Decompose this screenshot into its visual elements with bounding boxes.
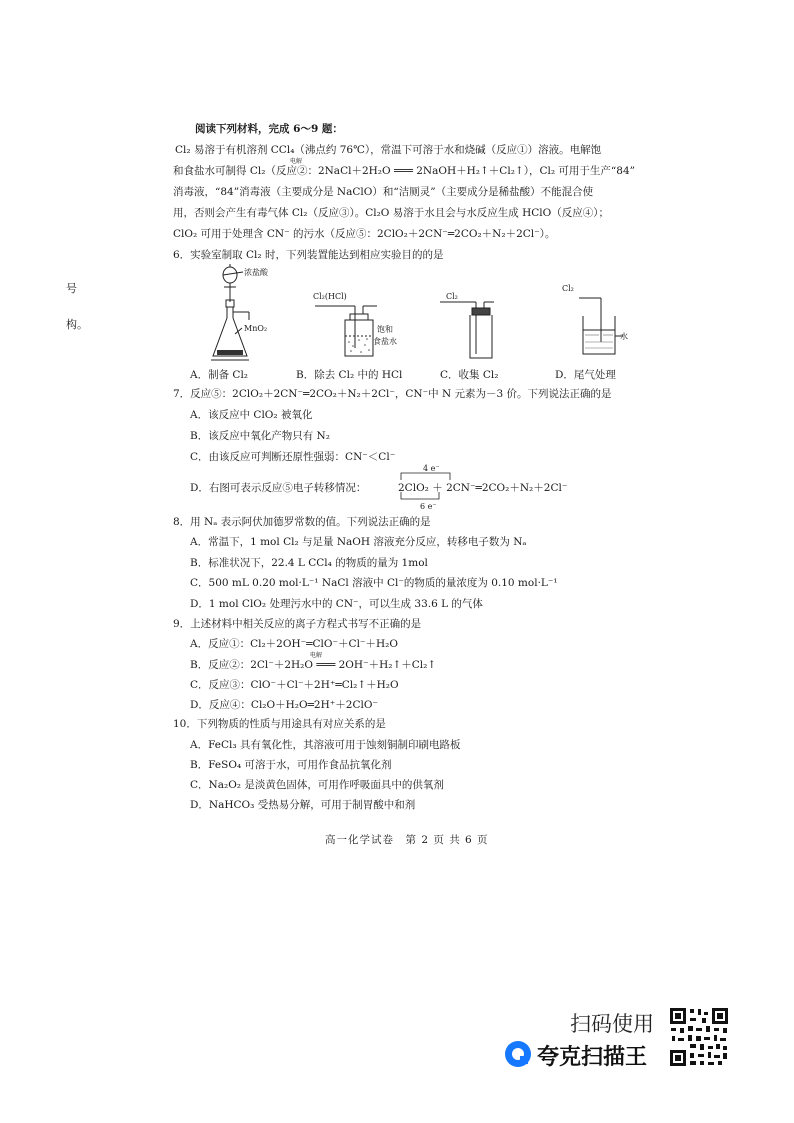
material-line-5: ClO₂ 可用于处理含 CN⁻ 的污水（反应⑤：2ClO₂＋2CN⁻═2CO₂＋N₂＋2Cl⁻）。 — [173, 228, 556, 240]
q7-option-a: A．该反应中 ClO₂ 被氧化 — [190, 409, 313, 421]
electrolysis-label: 电解 — [290, 158, 303, 165]
q7-option-c: C．由该反应可判断还原性强弱：CN⁻＜Cl⁻ — [190, 451, 396, 463]
label-conc-hcl: 浓盐酸 — [244, 268, 268, 277]
q8-option-c: C．500 mL 0.20 mol·L⁻¹ NaCl 溶液中 Cl⁻的物质的量浓度为 0.10 mol·L⁻¹ — [190, 577, 558, 589]
q10-option-c: C．Na₂O₂ 是淡黄色固体，可用作呼吸面具中的供氧剂 — [190, 779, 444, 791]
q9-option-d: D．反应④：Cl₂O＋H₂O═2H⁺＋2ClO⁻ — [190, 699, 379, 711]
q10-stem: 10．下列物质的性质与用途具有对应关系的是 — [173, 718, 386, 730]
apparatus-d-figure — [575, 290, 630, 360]
material-line-3: 消毒液，“84”消毒液（主要成分是 NaClO）和“洁厕灵”（主要成分是稀盐酸）不能混合使 — [173, 186, 594, 198]
q8-option-a: A．常温下，1 mol Cl₂ 与足量 NaOH 溶液充分反应，转移电子数为 Nₐ — [190, 536, 527, 548]
q7-option-d-prefix: D．右图可表示反应⑤电子转移情况： — [190, 482, 367, 494]
q9-option-b: B．反应②：2Cl⁻＋2H₂O ═══ 2OH⁻＋H₂↑＋Cl₂↑ — [190, 659, 437, 671]
q7-transfer-top: 4 e⁻ — [423, 464, 440, 473]
scan-brand: 夸克扫描王 — [537, 1045, 648, 1070]
q10-option-d: D．NaHCO₃ 受热易分解，可用于制胃酸中和剂 — [190, 799, 416, 811]
q10-option-a: A．FeCl₃ 具有氧化性，其溶液可用于蚀刻铜制印刷电路板 — [190, 739, 461, 751]
margin-char-1: 号 — [66, 282, 77, 295]
label-sat-brine-1: 饱和 — [377, 325, 393, 334]
q9-option-a: A．反应①：Cl₂＋2OH⁻═ClO⁻＋Cl⁻＋H₂O — [190, 638, 398, 650]
material-line-1: Cl₂ 易溶于有机溶剂 CCl₄（沸点约 76℃），常温下可溶于水和烧碱（反应①）溶液。电解饱 — [175, 144, 602, 156]
q7-transfer-bottom: 6 e⁻ — [420, 502, 437, 511]
q8-option-b: B．标准状况下，22.4 L CCl₄ 的物质的量为 1mol — [190, 557, 428, 569]
q7-option-b: B．该反应中氧化产物只有 N₂ — [190, 430, 330, 442]
apparatus-c-figure — [440, 292, 500, 362]
material-line-4: 用，否则会产生有毒气体 Cl₂（反应③）。Cl₂O 易溶于水且会与水反应生成 HClO（反应④）； — [173, 207, 609, 219]
q7-stem: 7．反应⑤：2ClO₂＋2CN⁻═2CO₂＋N₂＋2Cl⁻，CN⁻中 N 元素为－3 价。下列说法正确的是 — [173, 388, 612, 400]
section-heading: 阅读下列材料，完成 6～9 题： — [195, 123, 343, 135]
q10-option-b: B．FeSO₄ 可溶于水，可用作食品抗氧化剂 — [190, 759, 392, 771]
q6-stem: 6．实验室制取 Cl₂ 时，下列装置能达到相应实验目的的是 — [173, 249, 444, 261]
q9-option-c: C．反应③：ClO⁻＋Cl⁻＋2H⁺═Cl₂↑＋H₂O — [190, 679, 399, 691]
label-water: 水 — [620, 332, 628, 341]
q9-electrolysis-label: 电解 — [310, 652, 323, 659]
scan-prompt: 扫码使用 — [570, 1012, 654, 1036]
q6-option-d: D．尾气处理 — [555, 369, 616, 381]
page-footer: 高一化学试卷 第 2 页 共 6 页 — [325, 834, 489, 846]
margin-char-2: 构。 — [66, 318, 88, 331]
q8-option-d: D．1 mol ClO₂ 处理污水中的 CN⁻，可以生成 33.6 L 的气体 — [190, 598, 483, 610]
label-cl2-d: Cl₂ — [562, 284, 574, 293]
q6-option-a: A．制备 Cl₂ — [190, 369, 249, 381]
q6-option-c: C．收集 Cl₂ — [440, 369, 499, 381]
qr-code-icon[interactable] — [668, 1006, 730, 1068]
material-line-2: 和食盐水可制得 Cl₂（反应②：2NaCl＋2H₂O ═══ 2NaOH＋H₂↑＋Cl₂↑），Cl₂ 可用于生产“84” — [173, 165, 635, 177]
label-mno2: MnO₂ — [244, 324, 268, 333]
q8-stem: 8．用 Nₐ 表示阿伏加德罗常数的值。下列说法正确的是 — [173, 516, 431, 528]
q7-option-d-equation: 2ClO₂ ＋ 2CN⁻═2CO₂＋N₂＋2Cl⁻ — [398, 482, 568, 494]
label-cl2-c: Cl₂ — [446, 292, 458, 301]
q9-stem: 9．上述材料中相关反应的离子方程式书写不正确的是 — [173, 618, 422, 630]
label-sat-brine-2: 食盐水 — [373, 337, 397, 346]
q6-option-b: B．除去 Cl₂ 中的 HCl — [296, 369, 403, 381]
label-gas-in: Cl₂(HCl) — [313, 292, 347, 301]
quark-logo-icon — [503, 1039, 533, 1069]
